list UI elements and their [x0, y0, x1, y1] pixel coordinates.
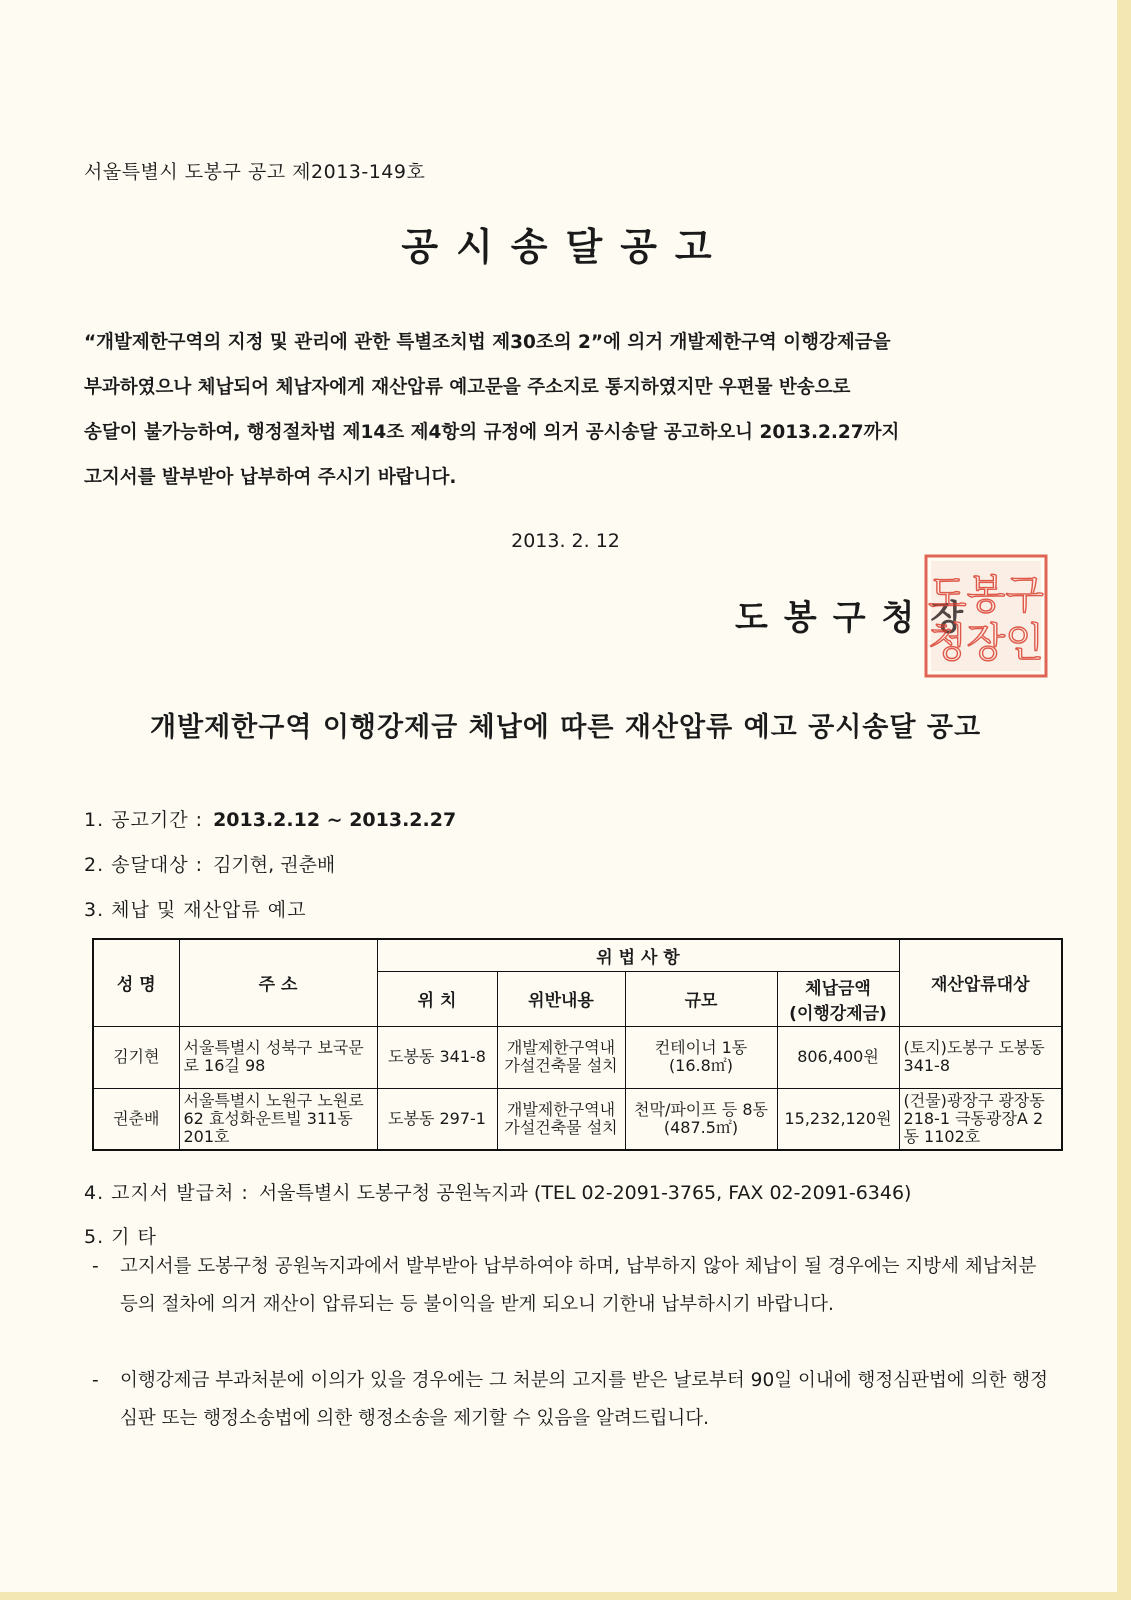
header-amount	[777, 971, 899, 1026]
header-seizure-target: 재산압류대상	[899, 939, 1062, 1026]
issuer-name: 도봉구청장	[735, 598, 980, 638]
header-violation-content: 위반내용	[497, 971, 625, 1026]
note-item	[92, 1362, 1052, 1438]
table-row	[93, 1088, 1062, 1150]
cell-scale-line2: (16.8㎡)	[668, 1056, 734, 1075]
cell-scale-line2: (487.5㎡)	[663, 1117, 739, 1137]
cell-amount: 15,232,120원	[777, 1088, 899, 1150]
note-item	[92, 1248, 1052, 1324]
section-subtitle: 개발제한구역 이행강제금 체납에 따른 재산압류 예고 공시송달 공고	[149, 712, 982, 743]
paper-edge-bottom	[0, 1592, 1131, 1600]
document-title: 공시송달공고	[401, 225, 730, 269]
cell-scale-line1: 천막/파이프 등 8동	[634, 1099, 768, 1119]
delivery-target-label: 2. 송달대상 :	[84, 854, 204, 876]
arrears-notice-item	[84, 895, 306, 922]
note-dash: -	[92, 1370, 99, 1391]
issuing-office-value: 서울특별시 도봉구청 공원녹지과 (TEL 02-2091-3765, FAX 02-2091-6346)	[258, 1182, 912, 1204]
svg-text:도봉구: 도봉구	[928, 572, 1044, 618]
cell-seizure-target: (건물)광장구 광장동 218-1 극동광장A 2동 1102호	[899, 1088, 1062, 1150]
header-amount-line2: (이행강제금)	[789, 1003, 887, 1024]
etc-item	[84, 1222, 157, 1249]
notice-period-value: 2013.2.12 ~ 2013.2.27	[213, 809, 457, 831]
cell-name: 권춘배	[93, 1088, 179, 1150]
notice-body-line: 고지서를 발부받아 납부하여 주시기 바랍니다.	[84, 467, 457, 488]
issuing-office-item	[84, 1178, 911, 1205]
cell-scale	[625, 1026, 777, 1088]
notice-date: 2013. 2. 12	[511, 530, 620, 552]
cell-location: 도봉동 341-8	[377, 1026, 497, 1088]
note-text: 고지서를 도봉구청 공원녹지과에서 발부받아 납부하여야 하며, 납부하지 않아 체납이 될 경우에는 지방세 체납처분 등의 절차에 의거 재산이 압류되는 등 불이익을 받게 되오니 기한내 납부하시기 바랍니다.	[120, 1256, 1037, 1315]
cell-violation-content: 개발제한구역내 가설건축물 설치	[497, 1026, 625, 1088]
notice-body-line: 부과하였으나 체납되어 체납자에게 재산압류 예고문을 주소지로 통지하였지만 우편물 반송으로	[84, 377, 851, 398]
notice-body-line: “개발제한구역의 지정 및 관리에 관한 특별조치법 제30조의 2”에 의거 개발제한구역 이행강제금을	[84, 332, 891, 353]
note-text: 이행강제금 부과처분에 이의가 있을 경우에는 그 처분의 고지를 받은 날로부터 90일 이내에 행정심판법에 의한 행정심판 또는 행정소송법에 의한 행정소송을 제기할 수 있음을 알려드립니다.	[120, 1370, 1048, 1429]
cell-name: 김기현	[93, 1026, 179, 1088]
etc-label: 5. 기 타	[84, 1226, 157, 1248]
notice-body	[84, 320, 1054, 500]
cell-scale-line1: 컨테이너 1동	[654, 1038, 748, 1057]
header-location: 위 치	[377, 971, 497, 1026]
header-amount-line1: 체납금액	[805, 978, 871, 999]
delivery-target-item	[84, 850, 335, 877]
seal-stamp-image	[922, 552, 1050, 680]
notice-period-item	[84, 805, 456, 832]
notice-body-line: 송달이 불가능하여, 행정절차법 제14조 제4항의 규정에 의거 공시송달 공고하오니 2013.2.27까지	[84, 422, 900, 443]
delivery-target-value: 김기현, 권춘배	[213, 854, 336, 876]
cell-location: 도봉동 297-1	[377, 1088, 497, 1150]
header-violation: 위 법 사 항	[377, 939, 899, 971]
note-dash: -	[92, 1256, 99, 1277]
cell-address: 서울특별시 노원구 노원로 62 효성화운트빌 311동 201호	[179, 1088, 377, 1150]
arrears-notice-label: 3. 체납 및 재산압류 예고	[84, 899, 307, 921]
issuing-office-label: 4. 고지서 발급처 :	[84, 1182, 249, 1204]
cell-scale	[625, 1088, 777, 1150]
svg-text:청장인: 청장인	[928, 620, 1044, 666]
table-row	[93, 1026, 1062, 1088]
header-scale: 규모	[625, 971, 777, 1026]
cell-amount: 806,400원	[777, 1026, 899, 1088]
cell-address: 서울특별시 성북구 보국문로 16길 98	[179, 1026, 377, 1088]
cell-seizure-target: (토지)도봉구 도봉동 341-8	[899, 1026, 1062, 1088]
cell-violation-content: 개발제한구역내 가설건축물 설치	[497, 1088, 625, 1150]
notice-period-label: 1. 공고기간 :	[84, 809, 204, 831]
header-address: 주 소	[179, 939, 377, 1026]
notice-reference-number: 서울특별시 도봉구 공고 제2013-149호	[84, 161, 426, 183]
official-seal	[922, 552, 1050, 680]
arrears-table	[92, 938, 1063, 1151]
header-name: 성 명	[93, 939, 179, 1026]
